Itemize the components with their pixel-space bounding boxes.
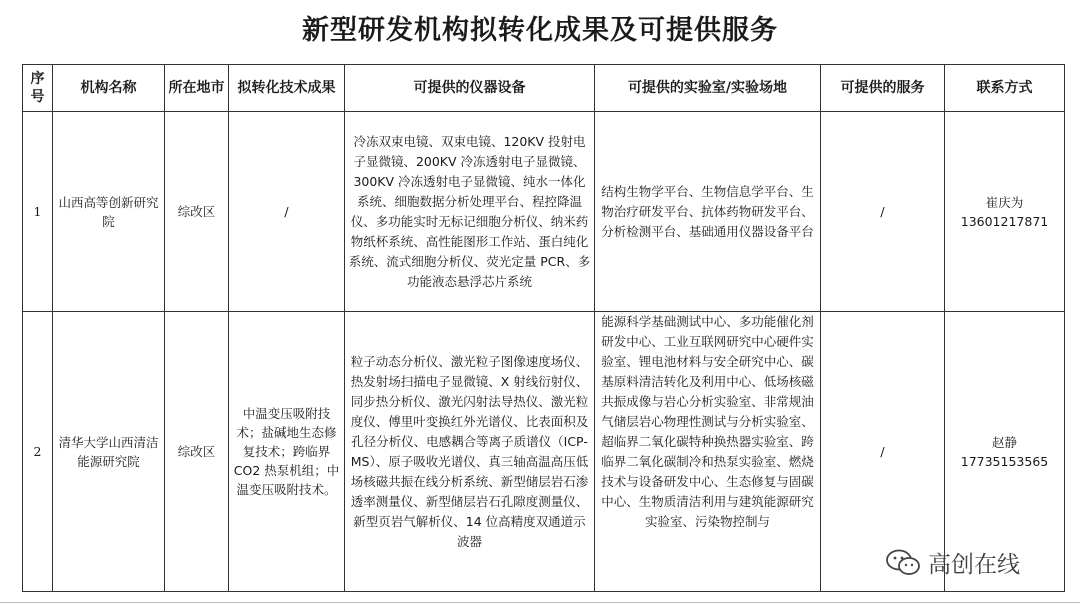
row-name: 山西高等创新研究院 xyxy=(53,112,165,312)
row-city: 综改区 xyxy=(165,312,229,592)
table-header-row xyxy=(23,65,1065,112)
row-equipment: 冷冻双束电镜、双束电镜、120KV 投射电子显微镜、200KV 冷冻透射电子显微镜、300KV 冷冻透射电子显微镜、纯水一体化系统、细胞数据分析处理平台、程控降温仪、多功能实时无标记细胞分析仪、纳米药物纸杯系统、高性能图形工作站、蛋白纯化系统、流式细胞分析仪、荧光定量 PCR、多功能液态悬浮芯片系统 xyxy=(345,112,595,312)
header-city: 所在地市 xyxy=(165,65,229,112)
watermark xyxy=(884,546,1020,579)
row-tech: 中温变压吸附技术；盐碱地生态修复技术；跨临界 CO2 热泵机组；中温变压吸附技术。 xyxy=(229,312,345,592)
row-lab-text: 能源科学基础测试中心、多功能催化剂研发中心、工业互联网研究中心硬件实验室、锂电池材料与安全研究中心、碳基原料清洁转化及利用中心、低场核磁共振成像与岩心分析实验室、非常规油气储层岩心物理性测试与分析实验室、超临界二氧化碳特种换热器实验室、跨临界二氧化碳制冷和热泵实验室、燃烧技术与设备研发中心、生态修复与固碳中心、生物质清洁利用与建筑能源研究实验室、污染物控制与 xyxy=(601,314,814,529)
row-seq: 2 xyxy=(23,312,53,592)
row-city: 综改区 xyxy=(165,112,229,312)
contact-phone: 13601217871 xyxy=(960,213,1049,229)
contact-name: 赵静 xyxy=(991,434,1017,450)
row-tech: / xyxy=(229,112,345,312)
header-name: 机构名称 xyxy=(53,65,165,112)
bottom-divider xyxy=(0,602,1080,603)
row-lab: 结构生物学平台、生物信息学平台、生物治疗研发平台、抗体药物研发平台、分析检测平台、基础通用仪器设备平台 xyxy=(595,112,821,312)
row-seq: 1 xyxy=(23,112,53,312)
watermark-text: 高创在线 xyxy=(928,552,1020,578)
wechat-icon xyxy=(884,548,922,578)
header-lab: 可提供的实验室/实验场地 xyxy=(595,65,821,112)
row-lab xyxy=(595,312,821,592)
row-service: / xyxy=(821,312,945,592)
row-name: 清华大学山西清洁能源研究院 xyxy=(53,312,165,592)
header-tech: 拟转化技术成果 xyxy=(229,65,345,112)
row-service: / xyxy=(821,112,945,312)
contact-name: 崔庆为 xyxy=(985,194,1024,210)
row-contact xyxy=(945,112,1065,312)
header-service: 可提供的服务 xyxy=(821,65,945,112)
header-equipment: 可提供的仪器设备 xyxy=(345,65,595,112)
results-table xyxy=(22,64,1065,592)
table-row xyxy=(23,112,1065,312)
row-equipment: 粒子动态分析仪、激光粒子图像速度场仪、热发射场扫描电子显微镜、X 射线衍射仪、同步热分析仪、激光闪射法导热仪、激光粒度仪、傅里叶变换红外光谱仪、比表面积及孔径分析仪、电感耦合等离子质谱仪（ICP-MS）、原子吸收光谱仪、真三轴高温高压低场核磁共振在线分析系统、新型储层岩石渗透率测量仪、新型储层岩石孔隙度测量仪、新型页岩气解析仪、14 位高精度双通道示波器 xyxy=(345,312,595,592)
page-title: 新型研发机构拟转化成果及可提供服务 xyxy=(302,15,778,46)
contact-phone: 17735153565 xyxy=(960,453,1049,469)
header-contact: 联系方式 xyxy=(945,65,1065,112)
header-seq: 序号 xyxy=(23,65,53,112)
